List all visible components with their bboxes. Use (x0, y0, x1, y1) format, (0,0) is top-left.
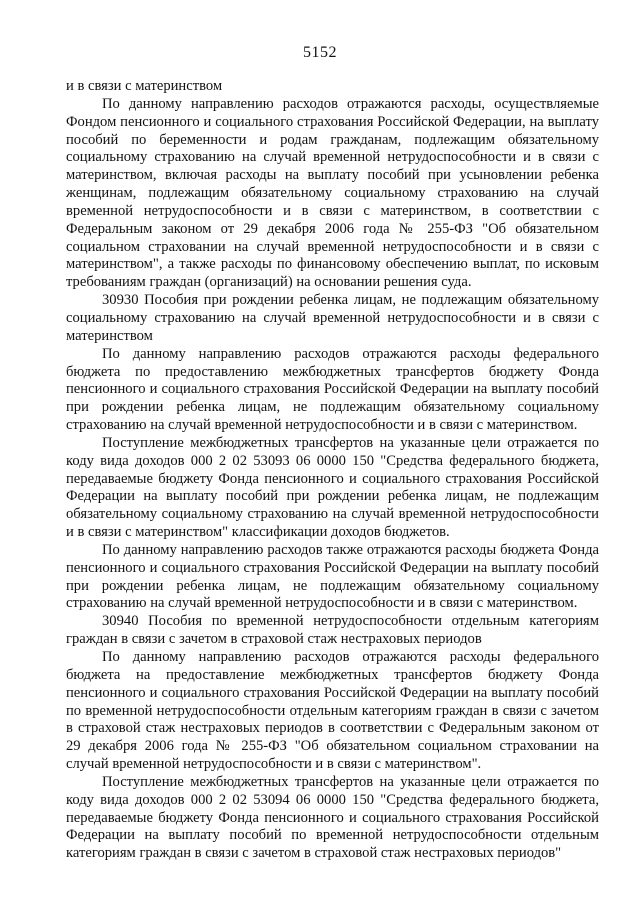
section-heading-30930: 30930 Пособия при рождении ребенка лицам, не подлежащим обязательному социальному страхованию на случай временной нетрудоспособности и в связи с материнством (66, 292, 599, 344)
paragraph: Поступление межбюджетных трансфертов на указанные цели отражается по коду вида доходов 000 2 02 53093 06 0000 150 "Средства федерального бюджета, передаваемые бюджету Фонда пенсионного и социального страхования Российской Федерации на выплату пособий при рождении ребенка лицам, не подлежащим обязательному социальному страхованию на случай временной нетрудоспособности и в связи с материнством" классификации доходов бюджетов. (66, 434, 599, 541)
paragraph: По данному направлению расходов отражаются расходы федерального бюджета по предоставлению межбюджетных трансфертов бюджету Фонда пенсионного и социального страхования Российской Федерации на выплату пособий при рождении ребенка лицам, не подлежащим обязательному социальному страхованию на случай временной нетрудоспособности и в связи с материнством. (66, 345, 599, 434)
section-heading-30940: 30940 Пособия по временной нетрудоспособности отдельным категориям граждан в связи с зачетом в страховой стаж нестраховых периодов (66, 613, 599, 648)
paragraph: По данному направлению расходов отражаются расходы федерального бюджета на предоставление межбюджетных трансфертов бюджету Фонда пенсионного и социального страхования Российской Федерации на выплату пособий по временной нетрудоспособности отдельным категориям граждан в связи с зачетом в страховой стаж нестраховых периодов в соответствии с Федеральным законом от 29 декабря 2006 года № 255-ФЗ "Об обязательном социальном страховании на случай временной нетрудоспособности и в связи с материнством". (66, 649, 599, 773)
paragraph-continuation: и в связи с материнством (66, 78, 223, 94)
paragraph: По данному направлению расходов отражаются расходы, осуществляемые Фондом пенсионного и социального страхования Российской Федерации, на выплату пособий по беременности и родам гражданам, подлежащим обязательному социальному страхованию на случай временной нетрудоспособности и в связи с материнством, включая расходы на выплату пособий при усыновлении ребенка женщинам, подлежащим обязательному социальному страхованию на случай временной нетрудоспособности и в связи с материнством, в соответствии с Федеральным законом от 29 декабря 2006 года № 255-ФЗ "Об обязательном социальном страховании на случай временной нетрудоспособности и в связи с материнством", а также расходы по финансовому обеспечению выплат, по исковым требованиям граждан (организаций) на основании решения суда. (66, 95, 599, 291)
paragraph: Поступление межбюджетных трансфертов на указанные цели отражается по коду вида доходов 000 2 02 53094 06 0000 150 "Средства федерального бюджета, передаваемые бюджету Фонда пенсионного и социального страхования Российской Федерации на выплату пособий по временной нетрудоспособности отдельным категориям граждан в связи с зачетом в страховой стаж нестраховых периодов" (66, 773, 599, 862)
paragraph: По данному направлению расходов также отражаются расходы бюджета Фонда пенсионного и социального страхования Российской Федерации на выплату пособий при рождении ребенка лицам, не подлежащим обязательному социальному страхованию на случай временной нетрудоспособности и в связи с материнством. (66, 541, 599, 612)
document-body (66, 78, 599, 863)
page-number: 5152 (303, 44, 337, 61)
